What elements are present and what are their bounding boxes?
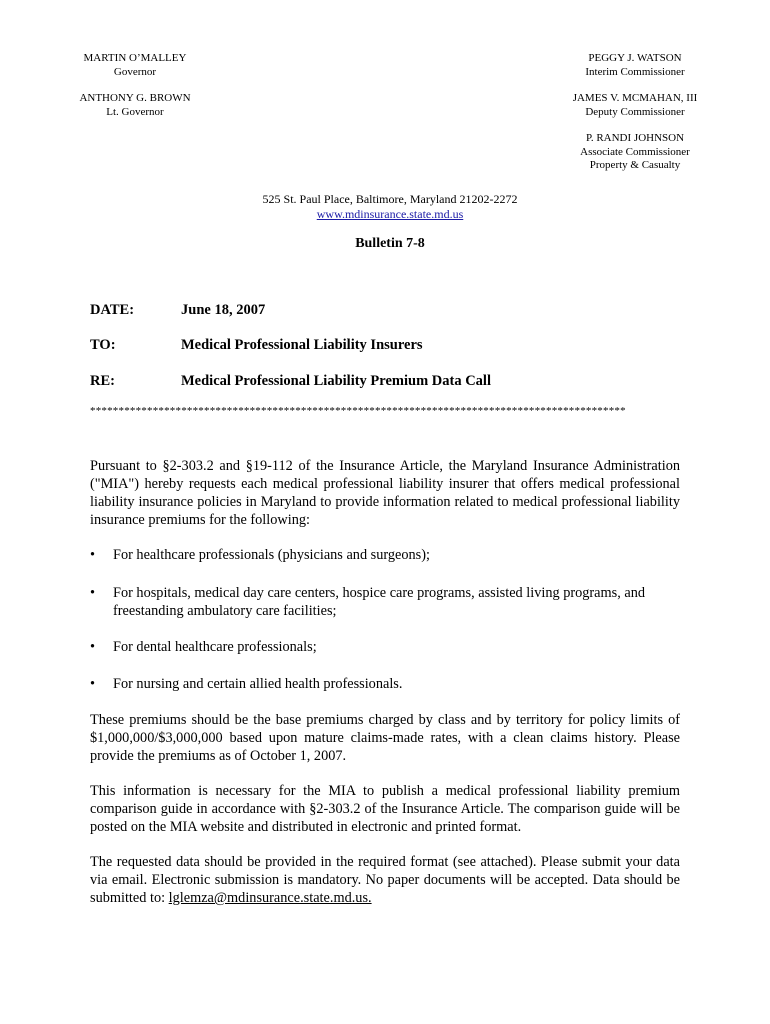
deputy-commissioner-title: Deputy Commissioner bbox=[585, 105, 685, 118]
to-value: Medical Professional Liability Insurers bbox=[181, 337, 423, 353]
date-value: June 18, 2007 bbox=[181, 302, 266, 318]
date-label: DATE: bbox=[90, 302, 135, 318]
associate-commissioner-block bbox=[555, 132, 715, 173]
commissioner-title: Interim Commissioner bbox=[585, 65, 685, 78]
premiums-paragraph: These premiums should be the base premiums charged by class and by territory for policy limits of $1,000,000/$3,000,000 based upon mature claims-made rates, with a clean claims history. Please provide the premiums as of October 1, 2007. bbox=[90, 712, 680, 764]
list-item-text: For healthcare professionals (physicians and surgeons); bbox=[113, 547, 430, 563]
commissioner-block bbox=[555, 52, 715, 79]
bullet-icon: • bbox=[90, 676, 96, 692]
bullet-icon: • bbox=[90, 547, 96, 563]
list-item-text: For hospitals, medical day care centers, hospice care programs, assisted living programs, and freestanding ambulatory care facilities; bbox=[113, 585, 646, 619]
list-item-text: For dental healthcare professionals; bbox=[113, 639, 317, 655]
lt-governor-name: ANTHONY G. BROWN bbox=[79, 92, 191, 104]
lt-governor-block bbox=[60, 92, 210, 119]
governor-title: Governor bbox=[113, 65, 157, 78]
website-link[interactable]: www.mdinsurance.state.md.us bbox=[316, 207, 464, 221]
submission-paragraph bbox=[90, 853, 680, 907]
submission-text: The requested data should be provided in the required format (see attached). Please submit your data via email. Electronic submission is mandatory. No paper documents will be accepted. Data should be submitted to: bbox=[90, 854, 680, 906]
lt-governor-title: Lt. Governor bbox=[106, 105, 164, 118]
associate-commissioner-title: Associate Commissioner bbox=[580, 145, 690, 158]
re-value: Medical Professional Liability Premium Data Call bbox=[181, 373, 491, 389]
separator-line: ********************************************************************************************** bbox=[90, 405, 626, 417]
deputy-commissioner-name: JAMES V. MCMAHAN, III bbox=[572, 92, 698, 104]
email-link[interactable]: lglemza@mdinsurance.state.md.us. bbox=[168, 890, 372, 906]
deputy-commissioner-block bbox=[555, 92, 715, 119]
intro-paragraph: Pursuant to §2-303.2 and §19-112 of the Insurance Article, the Maryland Insurance Administration ("MIA") hereby requests each medical professional liability insurer that offers medical professional liability insurance policies in Maryland to provide information related to medical professional liability insurance premiums for the following: bbox=[90, 458, 680, 528]
address-block bbox=[0, 192, 770, 222]
street-address: 525 St. Paul Place, Baltimore, Maryland 21202-2272 bbox=[262, 192, 518, 206]
to-label: TO: bbox=[90, 337, 116, 353]
bullet-icon: • bbox=[90, 585, 96, 601]
governor-block bbox=[60, 52, 210, 79]
associate-commissioner-name: P. RANDI JOHNSON bbox=[585, 132, 685, 144]
associate-commissioner-dept: Property & Casualty bbox=[589, 159, 681, 171]
purpose-paragraph: This information is necessary for the MIA to publish a medical professional liability premium comparison guide in accordance with §2-303.2 of the Insurance Article. The comparison guide will be posted on the MIA website and distributed in electronic and printed format. bbox=[90, 783, 680, 835]
governor-name: MARTIN O’MALLEY bbox=[83, 52, 187, 64]
re-label: RE: bbox=[90, 373, 115, 389]
list-item-text: For nursing and certain allied health professionals. bbox=[113, 676, 403, 692]
bulletin-title: Bulletin 7-8 bbox=[355, 236, 425, 251]
bullet-icon: • bbox=[90, 639, 96, 655]
commissioner-name: PEGGY J. WATSON bbox=[588, 52, 682, 64]
